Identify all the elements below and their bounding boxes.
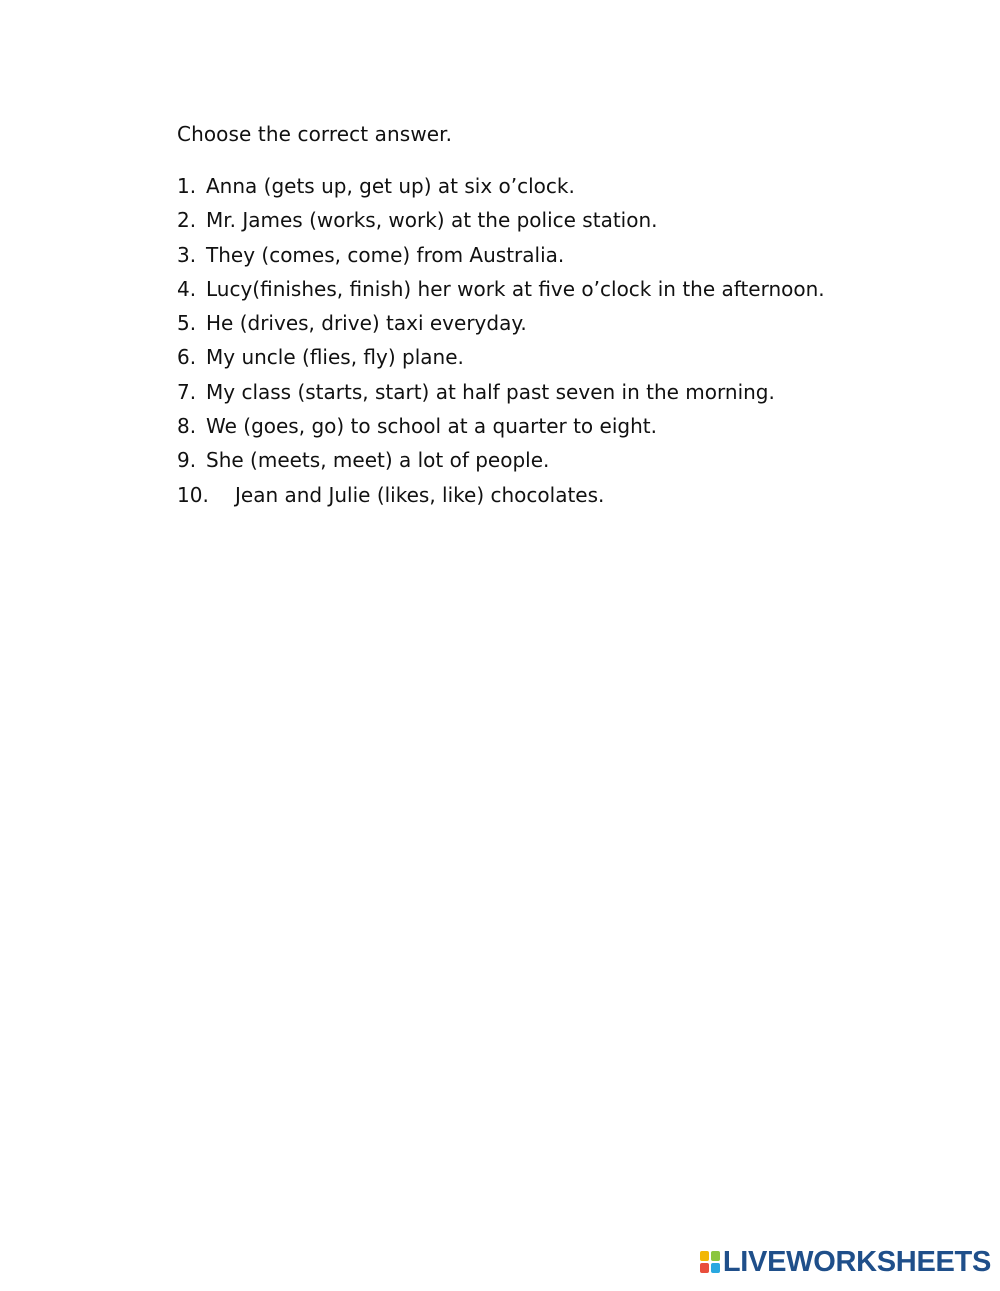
list-item: [177, 238, 825, 272]
question-text: She (meets, meet) a lot of people.: [206, 448, 550, 473]
logo-tile-blue: [711, 1263, 720, 1273]
question-number: 10.: [177, 482, 209, 507]
question-number: 3.: [177, 242, 197, 267]
liveworksheets-logo-icon: [700, 1251, 720, 1273]
question-text: My uncle (flies, fly) plane.: [206, 345, 464, 370]
list-item: [177, 409, 825, 443]
question-number: 9.: [177, 448, 197, 473]
question-list: [177, 169, 825, 512]
logo-tile-yellow: [700, 1251, 709, 1261]
list-item: [177, 443, 825, 477]
list-item: [177, 203, 825, 237]
question-number: 6.: [177, 345, 197, 370]
question-text: They (comes, come) from Australia.: [206, 242, 565, 267]
question-number: 8.: [177, 414, 197, 439]
question-number: 1.: [177, 174, 197, 198]
list-item: [177, 169, 825, 203]
question-text: Mr. James (works, work) at the police station.: [206, 208, 658, 233]
list-item: [177, 306, 825, 340]
question-number: 7.: [177, 379, 197, 404]
list-item: [177, 375, 825, 409]
instruction-text: Choose the correct answer.: [177, 122, 453, 146]
list-item: [177, 478, 825, 512]
question-number: 2.: [177, 208, 197, 233]
logo-tile-green: [711, 1251, 720, 1261]
question-number: 5.: [177, 311, 197, 336]
question-number: 4.: [177, 276, 197, 301]
logo-tile-red: [700, 1263, 709, 1273]
list-item: [177, 272, 825, 306]
list-item: [177, 340, 825, 374]
question-text: Anna (gets up, get up) at six o’clock.: [206, 174, 575, 198]
logo-wordmark: LIVEWORKSHEETS: [722, 1246, 991, 1278]
question-text: He (drives, drive) taxi everyday.: [206, 311, 527, 336]
question-text: My class (starts, start) at half past seven in the morning.: [206, 379, 775, 404]
question-text: Jean and Julie (likes, like) chocolates.: [235, 482, 605, 507]
question-text: We (goes, go) to school at a quarter to eight.: [206, 414, 657, 439]
question-text: Lucy(finishes, finish) her work at five o’clock in the afternoon.: [206, 276, 825, 301]
liveworksheets-logo[interactable]: [700, 1247, 991, 1277]
